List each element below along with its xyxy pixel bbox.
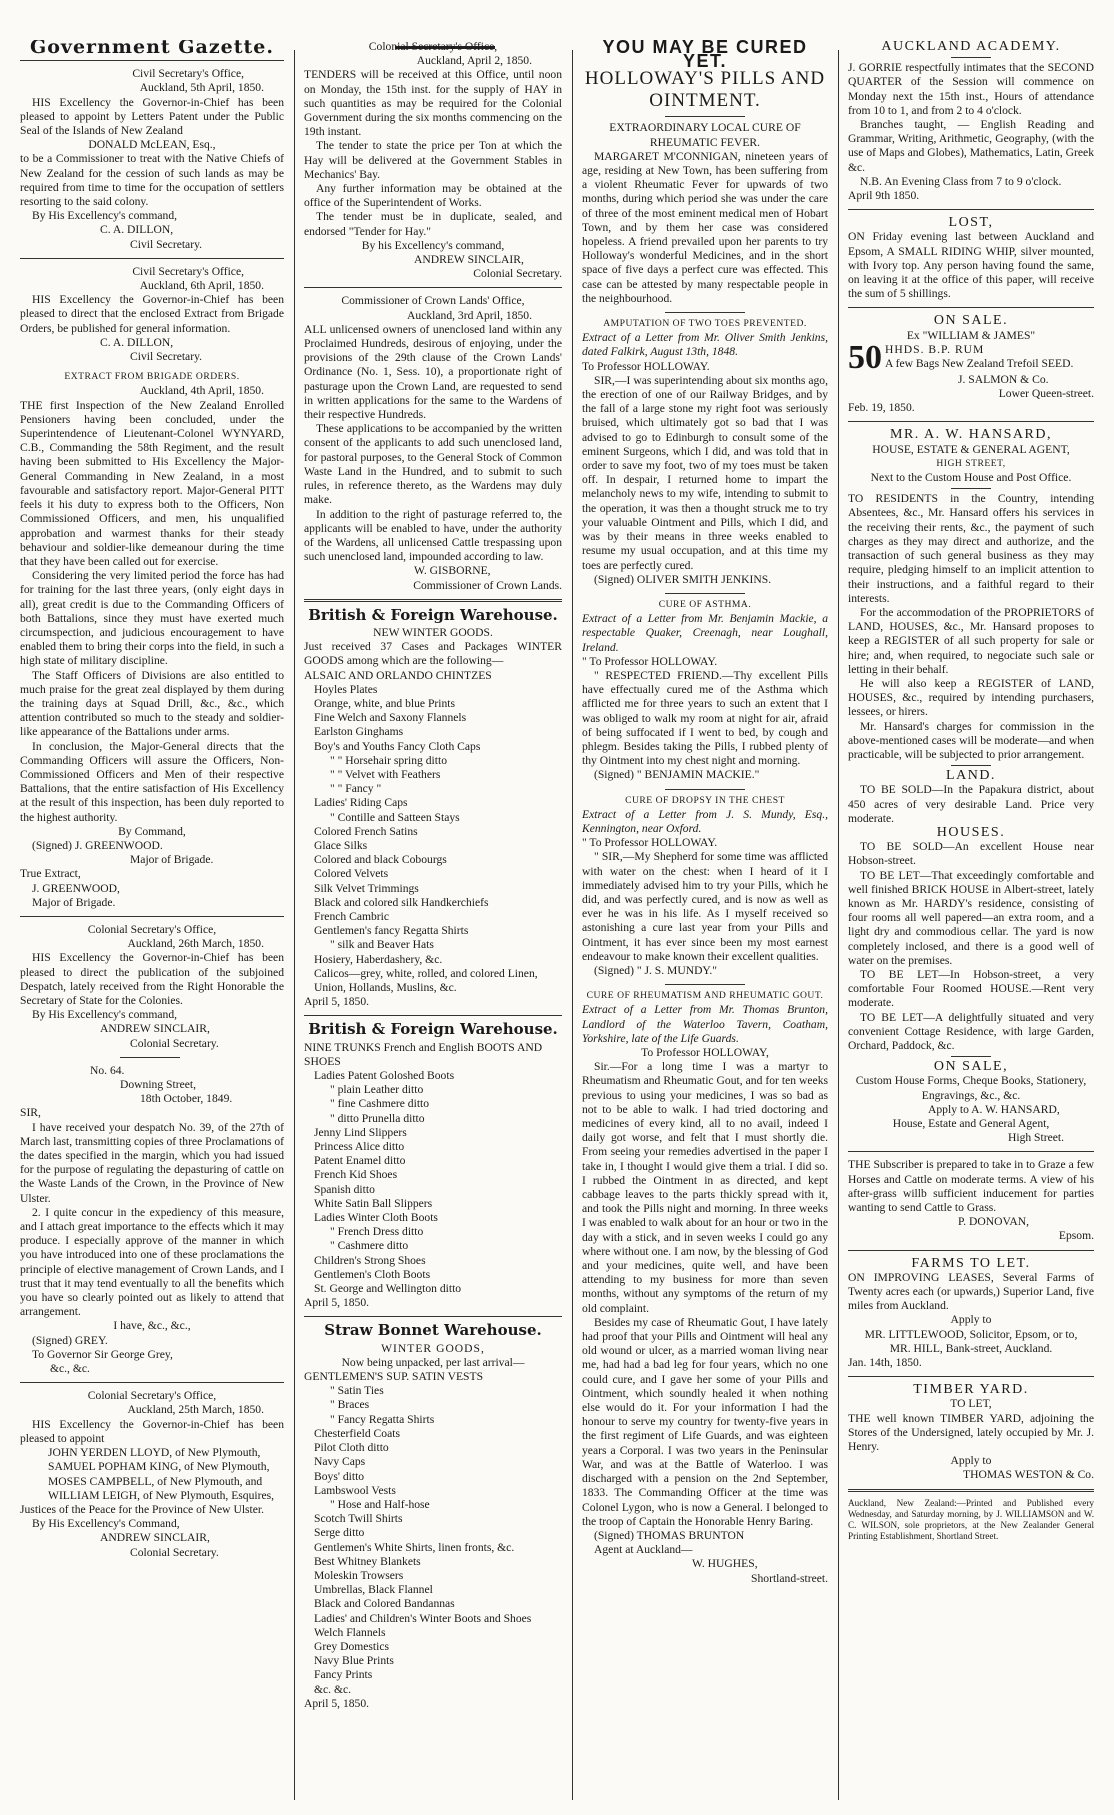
ad-lost-whip: LOST, ON Friday evening last between Auckland and Epsom, A SMALL RIDING WHIP, silver mounted, with Ivory top. Any person having found the same, on leaving it at the office of this paper, will receive the sum of 5 shillings. xyxy=(848,215,1094,301)
testimonial-dropsy: CURE OF DROPSY IN THE CHEST Extract of a Letter from J. S. Mundy, Esq., Kennington, near Oxford. " To Professor HOLLOWAY. " SIR,—My Shepherd for some time was afflicted with water on the chest: when I heard of it I immediately advised him to try your Pills, which he did, and was perfectly cured, and is now as well as ever he was in his life. As I myself received so astonishing a cure last year from your Pills and Ointment, it has ever since been my most earnest endeavour to make known their excellent qualities. (Signed) " J. S. MUNDY." xyxy=(582,794,828,977)
goods-list: Ladies Patent Goloshed Boots " plain Leather ditto " fine Cashmere ditto " ditto Prunella ditto Jenny Lind Slippers Princess Alice ditto Patent Enamel ditto French Kid Shoes Spanish ditto White Satin Ball Slippers Ladies Winter Cloth Boots " French Dress ditto " Cashmere ditto Children's Strong Shoes Gentlemen's Cloth Boots St. George and Wellington ditto xyxy=(314,1069,462,1296)
notice-despatch: Colonial Secretary's Office, Auckland, 26th March, 1850. HIS Excellency the Governor-in-Chief has been pleased to direct the publication of the subjoined Despatch, lately received from the Right Honorable the Secretary of State for the Colonies. By His Excellency's command, ANDREW SINCLAIR, Colonial Secretary. No. 64. Downing Street, 18th October, 1849. SIR, I have received your despatch No. 39, of the 27th of March last, transmitting copies of three Proclamations of the dates specified in the margin, which you had issued for the purpose of regulating the depasturing of cattle on the Waste Lands of the Crown, in the Province of New Ulster. 2. I quite concur in the expediency of this measure, and I attach great importance to the effects which it may produce. I especially approve of the manner in which you have introduced into one of these proclamations the principle of elective management of Crown Lands, and I trust that it may tend eventually to all the benefits which you have so clearly pointed out as likely to attend that arrangement. I have, &c., &c., (Signed) GREY. To Governor Sir George Grey, &c., &c. xyxy=(20,922,285,1376)
ad-straw-bonnet-warehouse: Straw Bonnet Warehouse. WINTER GOODS, Now being unpacked, per last arrival— GENTLEMEN'S SUP. SATIN VESTS " Satin Ties " Braces " Fancy Regatta Shirts Chesterfield Coats Pilot Cloth ditto Navy Caps Boys' ditto Lambswool Vests " Hose and Half-hose Scotch Twill Shirts Serge ditto Gentlemen's White Shirts, linen fronts, &c. Best Whitney Blankets Moleskin Trowsers Umbrellas, Black Flannel Black and Colored Bandannas Ladies' and Children's Winter Boots and Shoes Welch Flannels Grey Domestics Navy Blue Prints Fancy Prints &c. &c. April 5, 1850. xyxy=(304,1323,562,1710)
column-2 xyxy=(298,40,568,1805)
column-divider xyxy=(838,50,839,1800)
sale-quantity: 50 xyxy=(848,338,882,376)
notice-crown-lands: Commissioner of Crown Lands' Office, Auckland, 3rd April, 1850. ALL unlicensed owners of unenclosed land within any Proclaimed Hundreds, desirous of enjoying, under the provisions of the 29th clause of the Crown Lands' Ordinance (No. 1, Sess. 10), a proportionate right of pasturage upon the Crown Land, are requested to send in written applications for the same to the Wardens of their respective Hundreds. These applications to be accompanied by the written consent of the applicants to add such unenclosed land, for pastoral purposes, to the General Stock of Common Waste Land in the Hundred, and to submit to such rules, in reference thereto, as the Wardens may duly make. In addition to the right of pasturage referred to, the applicants will be enabled to have, under the authority of the Wardens, all unlicensed Cattle trespassing upon such unenclosed land, impounded according to law. W. GISBORNE, Commissioner of Crown Lands. xyxy=(304,294,562,592)
ad-grazing: THE Subscriber is prepared to take in to Graze a few Horses and Cattle on moderate terms. A view of his after-grass willb sufficient inducement for parties wanting to send Cattle to Grass. P. DONOVAN, Epsom. xyxy=(848,1158,1094,1243)
testimonial-rheumatic-gout: CURE OF RHEUMATISM AND RHEUMATIC GOUT. Extract of a Letter from Mr. Thomas Brunton, Landlord of the Waterloo Tavern, Coatham, Yorkshire, late of the Life Guards. To Professor HOLLOWAY, Sir.—For a long time I was a martyr to Rheumatism and Rheumatic Gout, and for ten weeks previous to using your medicines, I was so bad as not to be able to walk. I had tried doctoring and medicines of every kind, all to no avail, indeed I daily got worse, and felt that I must shortly die. From seeing your remedies advertised in the paper I take in, I thought I would give them a trial. I did so. I rubbed the Ointment in as directed, and kept cabbage leaves to the parts thickly spread with it, and took the Pills night and morning. In three weeks I was enabled to walk about for an hour or two in the day with a stick, and in seven weeks I could go any where without one. I am now, by the blessing of God and your medicines, quite well, and have been attending to my business for more than seven months, without any symptoms of the return of my old complaint. Besides my case of Rheumatic Gout, I have lately had proof that your Pills and Ointment will heal any old wound or ulcer, as a married woman living near me, had had a bad leg for four years, which no one could cure, and I gave her some of your Pills and Ointment, which soundly healed it when nothing else would do it. For your information I had the honour to serve my country for twenty-five years in the first regiment of Life Guards, and was eighteen years a Corporal. I was two years in the Peninsular War, and was at the Battle of Waterloo. I was discharged with a pension on the 2nd September, 1833. The Commanding Officer at the time was Colonel Lygon, who is now a General. I belonged to the troop of Captain the Honorable Henry Baring. (Signed) THOMAS BRUNTON Agent at Auckland— W. HUGHES, Shortland-street. xyxy=(582,990,828,1585)
ad-auckland-academy: AUCKLAND ACADEMY. J. GORRIE respectfully intimates that the SECOND QUARTER of the Session will commence on Monday next the 15th inst., Hours of attendance from 10 to 1, and from 2 to 4 o'clock. Branches taught, — English Reading and Grammar, Writing, Arithmetic, Geography, (with the use of Maps and Globes), Mathematics, Latin, Greek &c. N.B. An Evening Class from 7 to 9 o'clock. April 9th 1850. xyxy=(848,40,1094,203)
notice-justices: Colonial Secretary's Office, Auckland, 25th March, 1850. HIS Excellency the Governor-in-Chief has been pleased to appoint JOHN YERDEN LLOYD, of New Plymouth, SAMUEL POPHAM KING, of New Plymouth, MOSES CAMPBELL, of New Plymouth, and WILLIAM LEIGH, of New Plymouth, Esquires, Justices of the Peace for the Province of New Ulster. By His Excellency's Command, ANDREW SINCLAIR, Colonial Secretary. xyxy=(20,1389,284,1559)
ad-rum-sale: ON SALE. Ex "WILLIAM & JAMES" 50 HHDS. B.P. RUM A few Bags New Zealand Trefoil SEED. J. SALMON & Co. Lower Queen-street. Feb. 19, 1850. xyxy=(848,313,1094,415)
column-1 xyxy=(14,40,290,1805)
column-divider xyxy=(294,50,295,1800)
column-4 xyxy=(842,40,1100,1805)
holloway-banner: YOU MAY BE CURED YET. xyxy=(602,40,808,72)
notice-commissioner: Civil Secretary's Office, Auckland, 5th April, 1850. HIS Excellency the Governor-in-Chief has been pleased to appoint by Letters Patent under the Public Seal of the Islands of New Zealand DONALD McLEAN, Esq., to be a Commissioner to treat with the Native Chiefs of New Zealand for the cession of such lands as may be required from time to time for the occupation of settlers resorting to the said colony. By His Excellency's command, C. A. DILLON, Civil Secretary. xyxy=(20,67,284,251)
goods-list: Hoyles Plates Orange, white, and blue Prints Fine Welch and Saxony Flannels Earlston Ginghams Boy's and Youths Fancy Cloth Caps " " Horsehair spring ditto " " Velvet with Feathers " " Fancy " Ladies' Riding Caps " Contille and Satteen Stays Colored French Satins Glace Silks Colored and black Cobourgs Colored Velvets Silk Velvet Trimmings Black and colored silk Handkerchiefs French Cambric Gentlemen's fancy Regatta Shirts " silk and Beaver Hats Hosiery, Haberdashery, &c. Calicos—grey, white, rolled, and colored Linen, Union, Hollands, Muslins, &c. xyxy=(314,682,538,994)
ad-timber-yard: TIMBER YARD. TO LET, THE well known TIMBER YARD, adjoining the Stores of the Undersigned, lately occupied by Mr. J. Henry. Apply to THOMAS WESTON & Co. xyxy=(848,1382,1094,1482)
notice-brigade-orders: Civil Secretary's Office, Auckland, 6th April, 1850. HIS Excellency the Governor-in-Chief has been pleased to direct that the enclosed Extract from Brigade Orders, be published for general information. C. A. DILLON, Civil Secretary. EXTRACT FROM BRIGADE ORDERS. Auckland, 4th April, 1850. THE first Inspection of the New Zealand Enrolled Pensioners having been concluded, under the Superintendence of Lieutenant-Colonel WYNYARD, C.B., Commanding the 58th Regiment, and the result having been submitted to His Excellency the Major-General Commanding in New Zealand, in a most favourable and satisfactory report. Major-General PITT feels it his duty to express both to the Officers, Non Commissioned Officers, and men, his unqualified approbation and warmest thanks for their steady behaviour and soldier-like demeanour during the time that they have been called out for exercise. Considering the very limited period the force has had for training for the last three years, (only eight days in all), great credit is due to the Commanding Officers of both Battalions, since they must have exerted much circumspection, and judicious encouragement to have enabled them to bring their corps into the field, in such a high state of military discipline. The Staff Officers of Divisions are also entitled to much praise for the great zeal displayed by them during the training days at Squad Drill, &c., &c., which attention contributed so much to the steady and soldier-like appearance of the Battalions under arms. In conclusion, the Major-General directs that the Commanding Officers will assure the Officers, Non-Commissioned Officers and Men of their respective Battalions, that the entire satisfaction of His Excellency at the result of this inspection, has been duly reported to the highest authority. By Command, (Signed) J. GREENWOOD. Major of Brigade. True Extract, J. GREENWOOD, Major of Brigade. xyxy=(20,264,284,909)
column-divider xyxy=(572,50,573,1800)
masthead: Government Gazette. xyxy=(30,40,274,58)
warehouse-heading: British & Foreign Warehouse. xyxy=(308,1020,558,1039)
newspaper-page xyxy=(14,40,1100,1805)
warehouse-heading: Straw Bonnet Warehouse. xyxy=(324,1321,542,1340)
column-3 xyxy=(576,40,834,1805)
testimonial-rheumatic-fever: EXTRAORDINARY LOCAL CURE OF RHEUMATIC FEVER. MARGARET M'CONNIGAN, nineteen years of age, residing at New Town, has been suffering from a violent Rheumatic Fever for upwards of two months, during which period she was under the care of three of the most eminent medical men of Hobart Town, and by them her case was considered hopeless. A friend prevailed upon her parents to try Holloway's wonderful Medicines, and in the short space of five days a perfect cure was effected. This case can be attested by many respectable people in the neighbourhood. xyxy=(582,121,828,305)
printer-imprint: Auckland, New Zealand:—Printed and Published every Wednesday, and Saturday morning, by J. WILLIAMSON and W. C. WILSON, sole proprietors, at the New Zealander General Printing Establishment, Shortland Street. xyxy=(848,1497,1094,1541)
holloway-title: HOLLOWAY'S PILLS AND OINTMENT. xyxy=(584,68,826,112)
warehouse-heading: British & Foreign Warehouse. xyxy=(308,605,558,624)
testimonial-amputation: AMPUTATION OF TWO TOES PREVENTED. Extract of a Letter from Mr. Oliver Smith Jenkins, dated Falkirk, August 13th, 1848. To Professor HOLLOWAY. SIR,—I was superintending about six months ago, the erection of one of our Railway Bridges, and by the fall of a large stone my right foot was seriously bruised, which ultimately got so bad that I was advised to go to Edinburgh to consult some of the eminent Surgeons, which I did, and was told that in order to save my foot, two of my toes must be taken off. In despair, I returned home to impart the melancholy news to my wife, intending to submit to the operation, it was then a thought struck me to try your valuable Ointment and Pills, which I did, and was by their means in three weeks enabled to resume my usual occupation, and at this time my toes are perfectly cured. (Signed) OLIVER SMITH JENKINS. xyxy=(582,318,828,586)
testimonial-asthma: CURE OF ASTHMA. Extract of a Letter from Mr. Benjamin Mackie, a respectable Quaker, Creenagh, near Loughall, Ireland. " To Professor HOLLOWAY. " RESPECTED FRIEND.—Thy excellent Pills have effectually cured me of the Asthma which afflicted me for three years to such an extent that I was obliged to walk my room at night for air, afraid of being suffocated if I went to bed, by cough and phlegm. Besides taking the Pills, I rubbed plenty of thy Ointment into my chest night and morning. (Signed) " BENJAMIN MACKIE." xyxy=(582,598,828,782)
ad-british-foreign-warehouse-2: British & Foreign Warehouse. NINE TRUNKS French and English BOOTS AND SHOES Ladies Patent Goloshed Boots " plain Leather ditto " fine Cashmere ditto " ditto Prunella ditto Jenny Lind Slippers Princess Alice ditto Patent Enamel ditto French Kid Shoes Spanish ditto White Satin Ball Slippers Ladies Winter Cloth Boots " French Dress ditto " Cashmere ditto Children's Strong Shoes Gentlemen's Cloth Boots St. George and Wellington ditto April 5, 1850. xyxy=(304,1022,562,1310)
ad-hansard-agent: MR. A. W. HANSARD, HOUSE, ESTATE & GENERAL AGENT, HIGH STREET, Next to the Custom House and Post Office. TO RESIDENTS in the Country, intending Absentees, &c., Mr. Hansard offers his services in the receiving their rents, &c., the payment of such charges as they may direct and authorize, and the transaction of such general business as they may require, pledging himself to an implicit attention to their instructions, and a faithful regard to their interests. For the accommodation of the PROPRIETORS of LAND, HOUSES, &c., Mr. Hansard proposes to keep a REGISTER of all such property for sale or hire; and, when required, to negociate such sale or letting in their behalf. He will also keep a REGISTER of LAND, HOUSES, &c., required by intending purchasers, lessees, or hirers. Mr. Hansard's charges for commission in the above-mentioned cases will be moderate—and when practicable, will be subjected to prior arrangement. LAND. TO BE SOLD—In the Papakura district, about 450 acres of very desirable Land. Price very moderate. HOUSES. TO BE SOLD—An excellent House near Hobson-street. TO BE LET—That exceedingly comfortable and well finished BRICK HOUSE in Albert-street, lately known as Mr. HARDY's residence, consisting of four rooms all well papered—an extra room, and a light dry and commodious cellar. The yard is now completely inclosed, and there is a good well of water on the premises. TO BE LET—In Hobson-street, a very comfortable Four Roomed HOUSE.—Rent very moderate. TO BE LET—A delightfully situated and very convenient Cottage Residence, with large Garden, Orchard, Paddock, &c. ON SALE, Custom House Forms, Cheque Books, Stationery, Engravings, &c., &c. Apply to A. W. HANSARD, House, Estate and General Agent, High Street. xyxy=(848,427,1094,1145)
notice-hay-tender: Colonial Secretary's Office, Auckland, April 2, 1850. TENDERS will be received at this Office, until noon on Monday, the 15th inst. for the supply of HAY in such quantities as may be required for the Colonial Government during the six months commencing on the 19th instant. The tender to state the price per Ton at which the Hay will be delivered at the Government Stables in Mechanics' Bay. Any further information may be obtained at the office of the Superintendent of Works. The tender must be in duplicate, sealed, and endorsed "Tender for Hay." By his Excellency's command, ANDREW SINCLAIR, Colonial Secretary. xyxy=(304,40,562,281)
ad-british-foreign-warehouse-1: British & Foreign Warehouse. NEW WINTER GOODS. Just received 37 Cases and Packages WINTER GOODS among which are the following— ALSAIC AND ORLANDO CHINTZES Hoyles Plates Orange, white, and blue Prints Fine Welch and Saxony Flannels Earlston Ginghams Boy's and Youths Fancy Cloth Caps " " Horsehair spring ditto " " Velvet with Feathers " " Fancy " Ladies' Riding Caps " Contille and Satteen Stays Colored French Satins Glace Silks Colored and black Cobourgs Colored Velvets Silk Velvet Trimmings Black and colored silk Handkerchiefs French Cambric Gentlemen's fancy Regatta Shirts " silk and Beaver Hats Hosiery, Haberdashery, &c. Calicos—grey, white, rolled, and colored Linen, Union, Hollands, Muslins, &c. April 5, 1850. xyxy=(304,605,562,1009)
ad-farms-to-let: FARMS TO LET. ON IMPROVING LEASES, Several Farms of Twenty acres each (or upwards,) Superior Land, five miles from Auckland. Apply to MR. LITTLEWOOD, Solicitor, Epsom, or to, MR. HILL, Bank-street, Auckland. Jan. 14th, 1850. xyxy=(848,1255,1094,1370)
goods-list: " Satin Ties " Braces " Fancy Regatta Shirts Chesterfield Coats Pilot Cloth ditto Navy Caps Boys' ditto Lambswool Vests " Hose and Half-hose Scotch Twill Shirts Serge ditto Gentlemen's White Shirts, linen fronts, &c. Best Whitney Blankets Moleskin Trowsers Umbrellas, Black Flannel Black and Colored Bandannas Ladies' and Children's Winter Boots and Shoes Welch Flannels Grey Domestics Navy Blue Prints Fancy Prints &c. &c. xyxy=(314,1384,532,1696)
